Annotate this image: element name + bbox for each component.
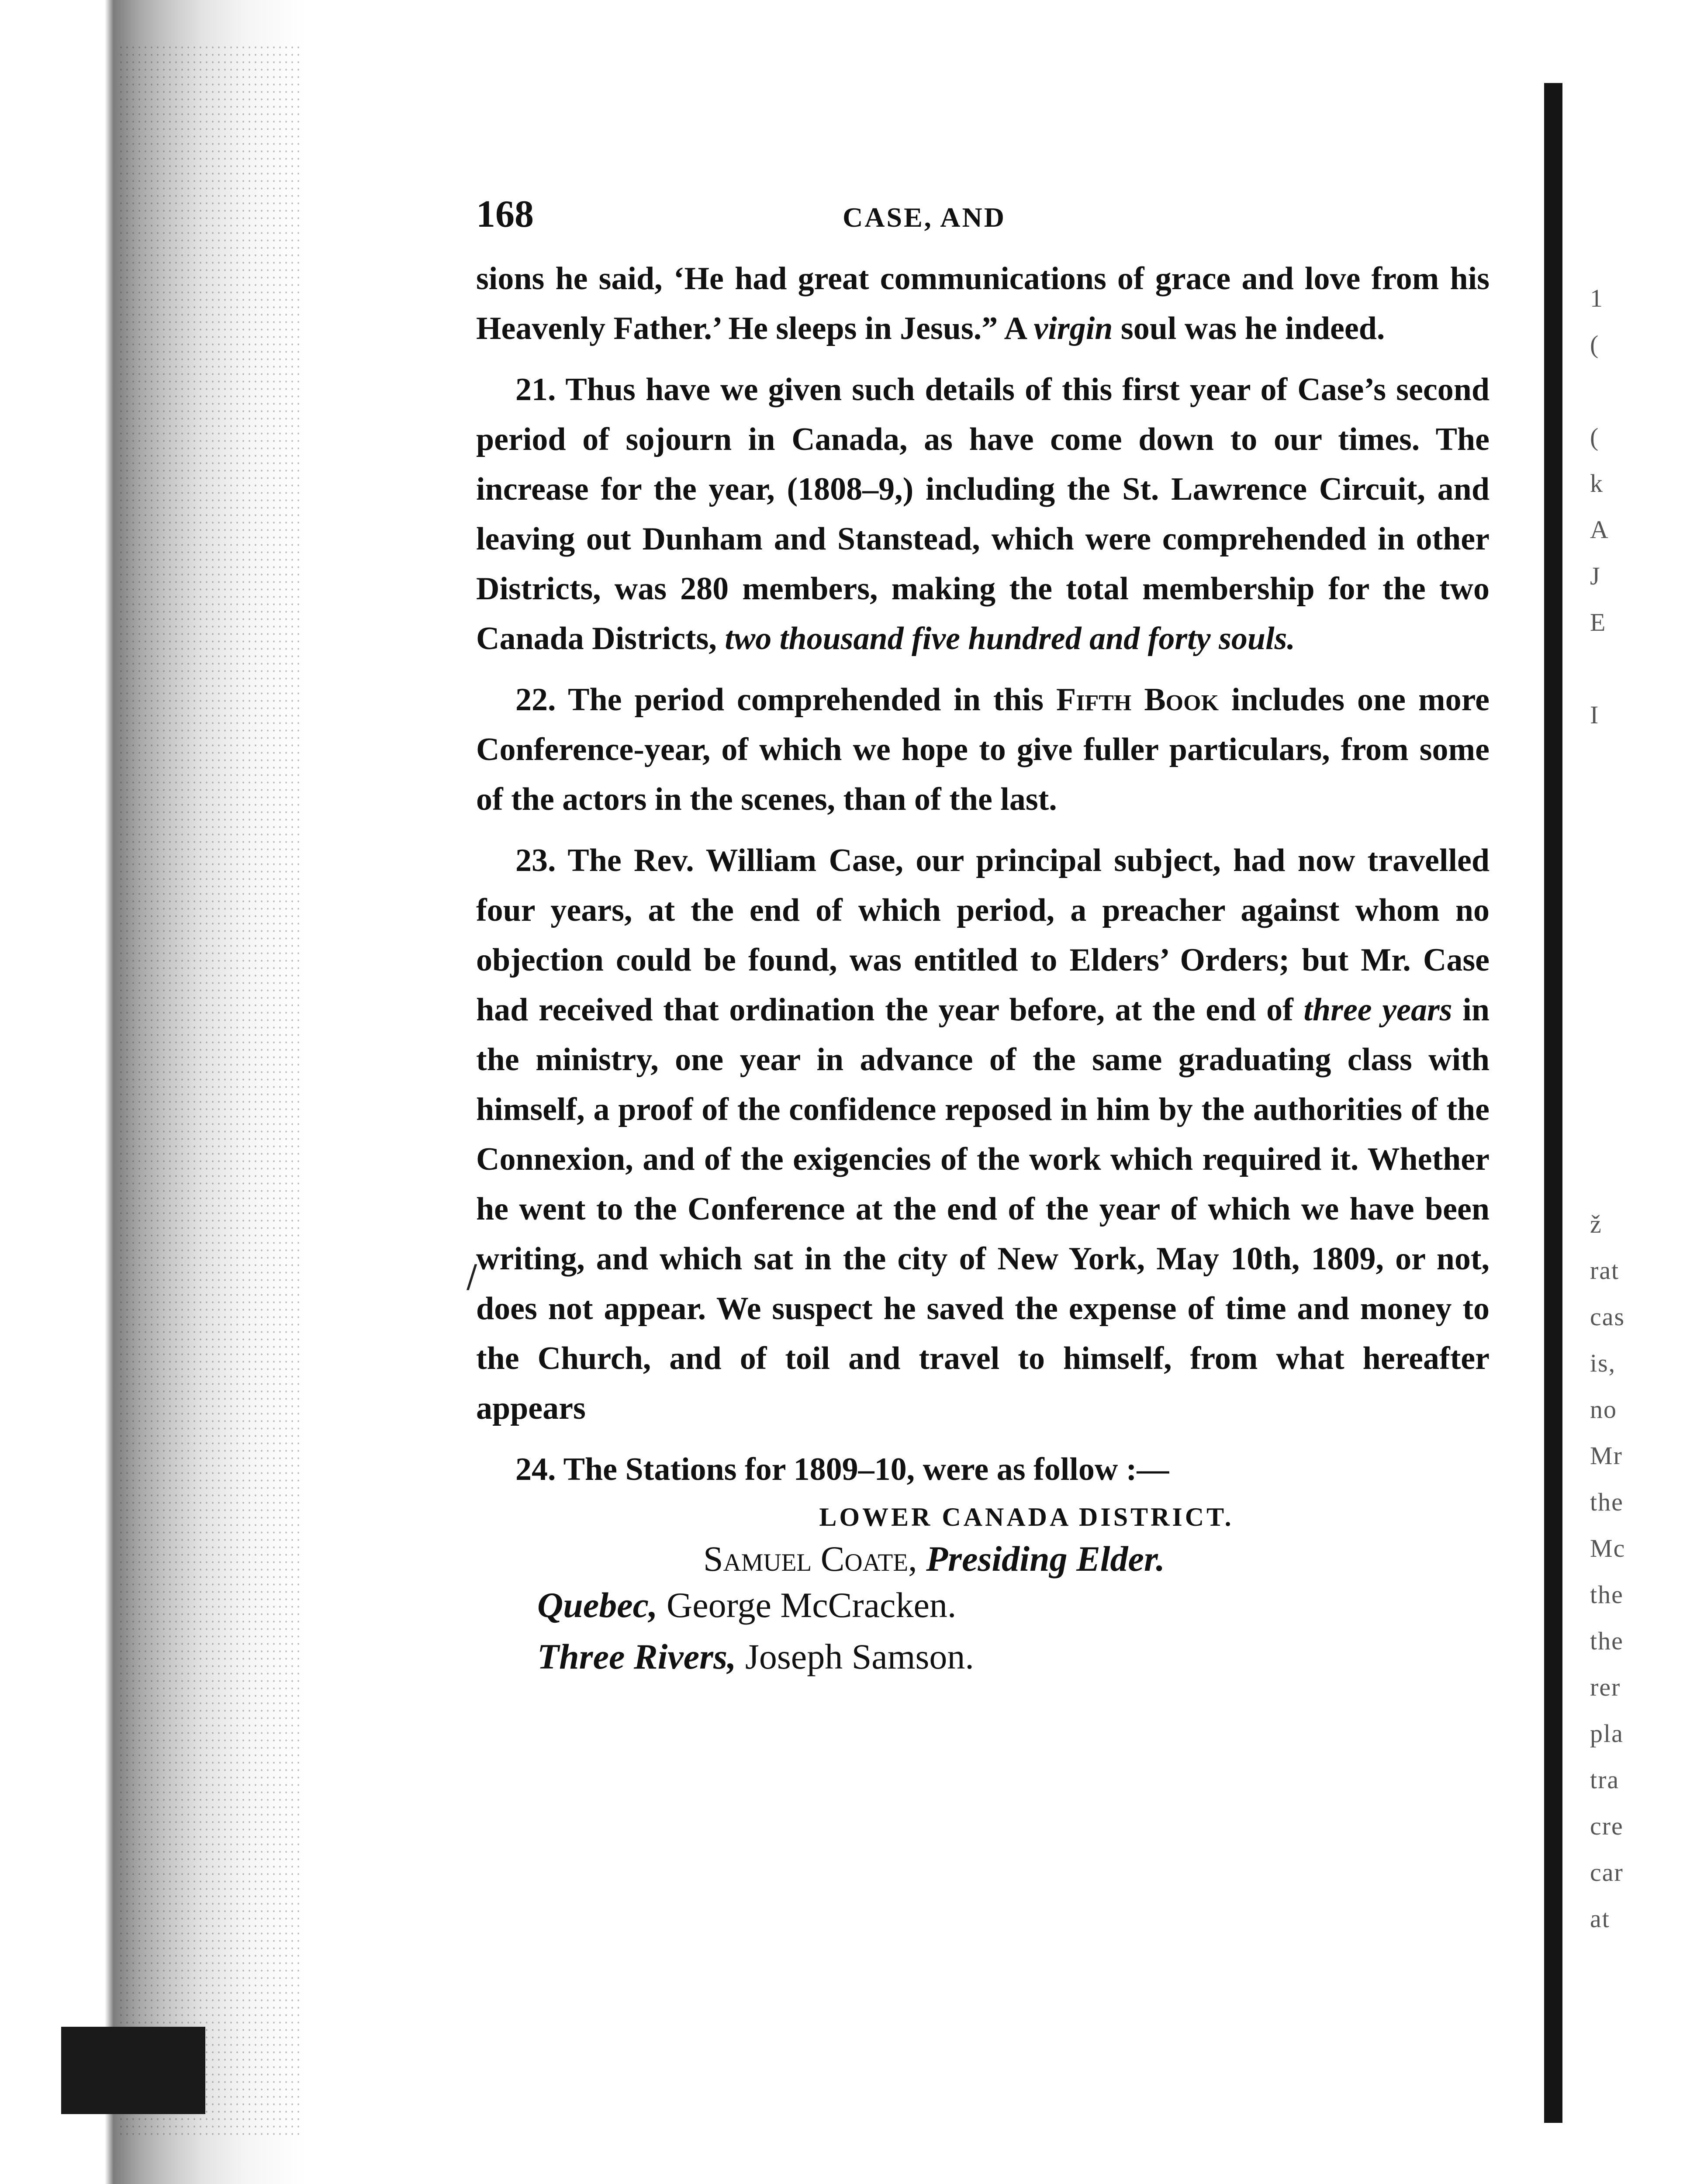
elder-title: Presiding Elder.	[926, 1539, 1165, 1579]
paragraph-21	[476, 365, 1490, 663]
bleed-fragment: cre	[1590, 1812, 1624, 1840]
facing-page-bleed	[1590, 275, 1690, 1942]
bleed-fragment: cas	[1590, 1303, 1625, 1331]
bleed-fragment: A	[1590, 515, 1609, 544]
bleed-fragment	[1590, 970, 1690, 1016]
paragraph-text: 23. The Rev. William Case, our principal subject, had now travelled four years, at the end of which period, a preacher against whom no objection could be found, was entitled to Elders’ Orders; but Mr. Case had received that ordination the year before, at the end of	[476, 843, 1490, 1028]
bleed-fragment: tra	[1590, 1766, 1620, 1794]
bleed-fragment	[1590, 1155, 1690, 1201]
bleed-fragment	[1590, 1016, 1690, 1062]
bleed-fragment	[1590, 923, 1690, 970]
italic-word: virgin	[1033, 311, 1113, 346]
page-number: 168	[476, 193, 534, 235]
bleed-fragment: Mc	[1590, 1534, 1626, 1562]
station-preacher: Joseph Samson.	[745, 1637, 974, 1676]
bleed-fragment: pla	[1590, 1719, 1624, 1748]
bleed-fragment: at	[1590, 1904, 1610, 1933]
bleed-fragment: the	[1590, 1488, 1624, 1516]
margin-pencil-mark: /	[467, 1258, 477, 1295]
paragraph-23	[476, 836, 1490, 1433]
bleed-fragment: 1	[1590, 284, 1604, 312]
paragraph-text: 24. The Stations for 1809–10, were as follow :—	[515, 1451, 1169, 1487]
bleed-fragment: E	[1590, 608, 1607, 636]
paragraph-text: in the ministry, one year in advance of the same graduating class with himself, a proof of the confidence reposed in him by the authorities of the Connexion, and of the exigencies of the work which required it. Whether he went to the Conference at the end of the year of which we have been writing, and which sat in the city of New York, May 10th, 1809, or not, does not appear. We suspect he saved the expense of time and money to the Church, and of toil and travel to himself, from what hereafter appears	[476, 992, 1490, 1426]
italic-phrase: two thousand five hundred and forty souls.	[725, 621, 1295, 657]
bleed-fragment: is,	[1590, 1349, 1616, 1377]
bleed-fragment: (	[1590, 423, 1600, 451]
bleed-fragment: I	[1590, 701, 1600, 729]
bleed-fragment: rat	[1590, 1256, 1620, 1285]
bleed-fragment: the	[1590, 1580, 1624, 1609]
bleed-fragment: rer	[1590, 1673, 1621, 1701]
bleed-fragment	[1590, 646, 1690, 692]
bleed-fragment: car	[1590, 1858, 1624, 1887]
scan-noise	[118, 44, 301, 2140]
station-entry	[537, 1579, 1490, 1631]
running-head: CASE, AND	[843, 202, 1006, 233]
paragraph-text: 21. Thus have we given such details of this first year of Case’s second period of sojourn in Canada, as have come down to our times. The increase for the year, (1808–9,) including the St. Lawrence Circuit, and leaving out Dunham and Stanstead, which were comprehended in other Districts, was 280 members, making the total membership for the two Canada Districts,	[476, 372, 1490, 657]
paragraph-text: includes one more Conference-year, of which we hope to give fuller particulars, from some of the actors in the scenes, than of the last.	[476, 682, 1490, 817]
elder-name: Samuel Coate,	[703, 1539, 917, 1579]
station-place: Three Rivers,	[537, 1637, 736, 1676]
bleed-fragment: the	[1590, 1627, 1624, 1655]
paragraph-text: soul was he indeed.	[1113, 311, 1385, 346]
presiding-elder-line	[703, 1538, 1490, 1579]
paragraph-text: sions he said, ‘He had great communications of grace and love from his Heavenly Father.’ He sleeps in Jesus.” A	[476, 261, 1490, 346]
paragraph-24	[476, 1444, 1490, 1494]
bleed-fragment: k	[1590, 469, 1604, 498]
bleed-fragment	[1590, 1109, 1690, 1155]
station-place: Quebec,	[537, 1585, 658, 1625]
paragraph-22	[476, 675, 1490, 824]
bleed-fragment: no	[1590, 1395, 1617, 1424]
bleed-fragment	[1590, 784, 1690, 831]
paragraph-continuation	[476, 254, 1490, 353]
paragraph-text: 22. The period comprehended in this	[515, 682, 1057, 718]
page-header	[476, 192, 1350, 236]
bleed-fragment: J	[1590, 562, 1601, 590]
bleed-fragment	[1590, 738, 1690, 784]
scan-dark-block	[61, 2027, 205, 2114]
bleed-fragment: (	[1590, 330, 1600, 359]
italic-phrase: three years	[1303, 992, 1452, 1028]
page-edge-rule	[1544, 83, 1562, 2123]
bleed-fragment	[1590, 831, 1690, 877]
page-body	[476, 192, 1490, 1683]
bleed-fragment	[1590, 368, 1690, 414]
bleed-fragment	[1590, 1062, 1690, 1109]
station-entry	[537, 1631, 1490, 1683]
bleed-fragment: Mr	[1590, 1441, 1623, 1470]
bleed-fragment	[1590, 877, 1690, 923]
district-heading: LOWER CANADA DISTRICT.	[819, 1503, 1234, 1531]
bleed-fragment: ž	[1590, 1210, 1602, 1238]
small-caps-phrase: Fifth Book	[1056, 682, 1219, 718]
station-preacher: George McCracken.	[667, 1585, 957, 1625]
